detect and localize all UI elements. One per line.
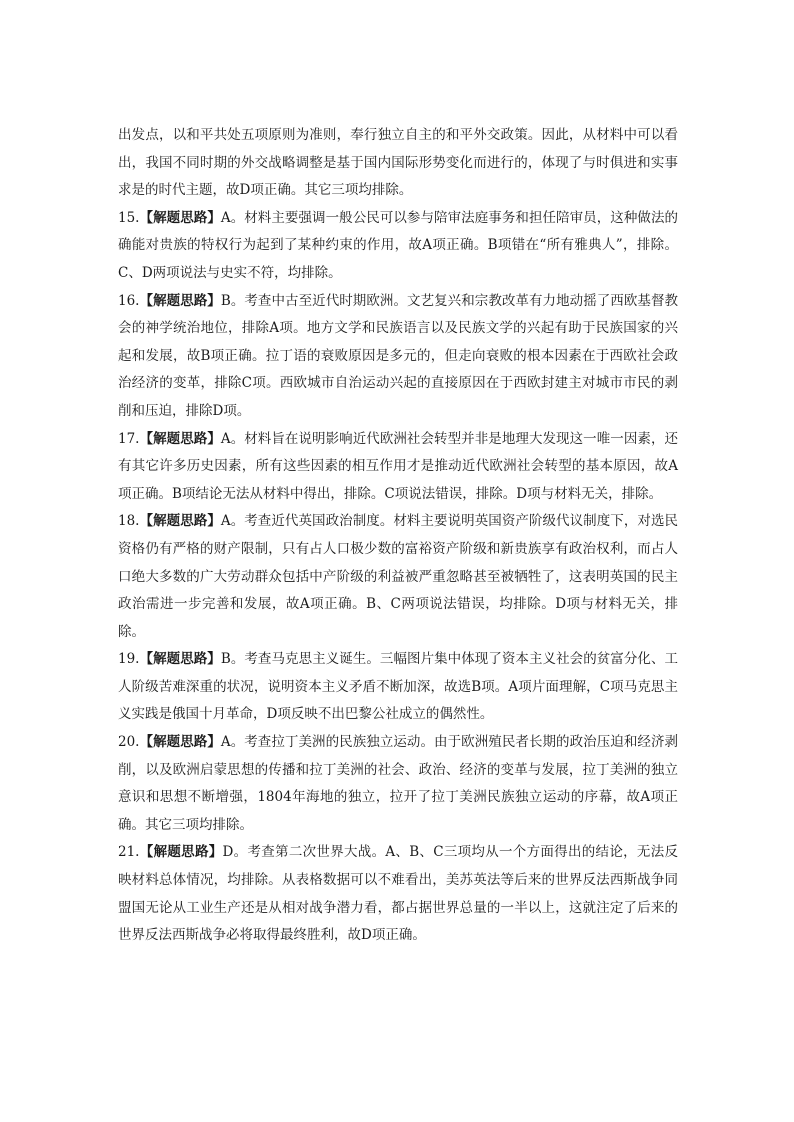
continuation-paragraph: 出发点，以和平共处五项原则为准则，奉行独立自主的和平外交政策。因此，从材料中可以看出，我国不同时期的外交战略调整是基于国内国际形势变化而进行的，体现了与时俱进和实事求是的时代主题，故D项正确。其它三项均排除。 <box>118 127 678 199</box>
item-number: 15. <box>118 209 140 226</box>
answer-item-21 <box>118 839 678 949</box>
item-number: 19. <box>118 651 140 668</box>
item-number: 17. <box>118 430 140 447</box>
item-label: 【解题思路】 <box>139 209 221 226</box>
answer-item-18 <box>118 508 678 646</box>
item-number: 18. <box>118 513 140 530</box>
item-number: 20. <box>118 734 140 751</box>
item-text: B。考查中古至近代时期欧洲。文艺复兴和宗教改革有力地动摇了西欧基督教会的神学统治地位，排除A项。地方文学和民族语言以及民族文学的兴起有助于民族国家的兴起和发展，故B项正确。拉丁语的衰败原因是多元的，但走向衰败的根本因素在于西欧社会政治经济的变革，排除C项。西欧城市自治运动兴起的直接原因在于西欧封建主对城市市民的剥削和压迫，排除D项。 <box>118 292 679 419</box>
item-label: 【解题思路】 <box>139 844 223 861</box>
item-text: A。材料主要强调一般公民可以参与陪审法庭事务和担任陪审员，这种做法的确能对贵族的特权行为起到了某种约束的作用，故A项正确。B项错在“所有雅典人”，排除。C、D两项说法与史实不符，均排除。 <box>118 209 679 281</box>
item-text: A。材料旨在说明影响近代欧洲社会转型并非是地理大发现这一唯一因素，还有其它许多历史因素，所有这些因素的相互作用才是推动近代欧洲社会转型的基本原因，故A项正确。B项结论无法从材料中得出，排除。C项说法错误，排除。D项与材料无关，排除。 <box>118 430 679 502</box>
item-label: 【解题思路】 <box>139 734 221 751</box>
item-text: B。考查马克思主义诞生。三幅图片集中体现了资本主义社会的贫富分化、工人阶级苦难深重的状况，说明资本主义矛盾不断加深，故选B项。A项片面理解，C项马克思主义实践是俄国十月革命，D项反映不出巴黎公社成立的偶然性。 <box>118 651 679 723</box>
answer-item-16 <box>118 288 678 426</box>
item-number: 21. <box>118 844 140 861</box>
item-label: 【解题思路】 <box>139 430 221 447</box>
answer-item-17 <box>118 426 678 509</box>
item-label: 【解题思路】 <box>139 513 221 530</box>
item-text: A。考查近代英国政治制度。材料主要说明英国资产阶级代议制度下，对选民资格仍有严格的财产限制，只有占人口极少数的富裕资产阶级和新贵族享有政治权利，而占人口绝大多数的广大劳动群众包括中产阶级的利益被严重忽略甚至被牺牲了，这表明英国的民主政治需进一步完善和发展，故A项正确。B、C两项说法错误，均排除。D项与材料无关，排除。 <box>118 513 679 640</box>
item-text: A。考查拉丁美洲的民族独立运动。由于欧洲殖民者长期的政治压迫和经济剥削，以及欧洲启蒙思想的传播和拉丁美洲的社会、政治、经济的变革与发展，拉丁美洲的独立意识和思想不断增强，1804年海地的独立，拉开了拉丁美洲民族独立运动的序幕，故A项正确。其它三项均排除。 <box>118 734 679 833</box>
item-number: 16. <box>118 292 140 309</box>
answer-item-15 <box>118 205 678 288</box>
item-label: 【解题思路】 <box>139 292 221 309</box>
answer-page <box>118 122 678 950</box>
answer-item-19 <box>118 646 678 729</box>
answer-item-20 <box>118 729 678 839</box>
item-text: D。考查第二次世界大战。A、B、C三项均从一个方面得出的结论，无法反映材料总体情况，均排除。从表格数据可以不难看出，美苏英法等后来的世界反法西斯战争同盟国无论从工业生产还是从相对战争潜力看，都占据世界总量的一半以上，这就注定了后来的世界反法西斯战争必将取得最终胜利，故D项正确。 <box>118 844 678 944</box>
item-label: 【解题思路】 <box>139 651 221 668</box>
